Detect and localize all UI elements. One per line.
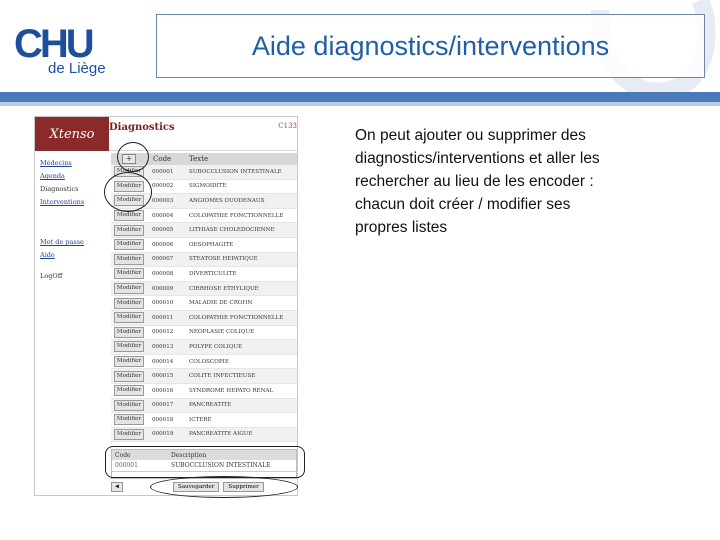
grid-header bbox=[111, 153, 297, 165]
sidebar-item-1[interactable]: Agenda bbox=[40, 172, 65, 180]
row-code: 000010 bbox=[152, 300, 174, 307]
table-row bbox=[111, 267, 297, 282]
table-row bbox=[111, 399, 297, 414]
column-header-code: Code bbox=[153, 155, 172, 163]
row-text: SIGMOIDITE bbox=[189, 183, 227, 190]
row-action-cell bbox=[111, 429, 147, 440]
add-button[interactable]: + bbox=[122, 154, 136, 164]
modify-button[interactable]: Modifier bbox=[114, 225, 144, 236]
modify-button[interactable]: Modifier bbox=[114, 254, 144, 265]
row-text: MALADIE DE CROHN bbox=[189, 300, 253, 307]
modify-button[interactable]: Modifier bbox=[114, 239, 144, 250]
row-action-cell bbox=[111, 400, 147, 411]
row-action-cell bbox=[111, 283, 147, 294]
header-band bbox=[0, 92, 720, 102]
row-action-cell bbox=[111, 239, 147, 250]
table-row bbox=[111, 296, 297, 311]
slide-description: On peut ajouter ou supprimer des diagnostics/interventions et aller les rechercher au lieu de les encoder : chacun doit créer / modifier ses propres listes bbox=[355, 127, 600, 236]
row-code: 000009 bbox=[152, 285, 174, 292]
table-row bbox=[111, 180, 297, 195]
row-action-cell bbox=[111, 371, 147, 382]
table-row bbox=[111, 165, 297, 180]
row-text: DIVERTICULITE bbox=[189, 270, 237, 277]
chu-logo bbox=[14, 22, 124, 84]
app-brand-logo bbox=[35, 117, 109, 151]
modify-button[interactable]: Modifier bbox=[114, 400, 144, 411]
row-action-cell bbox=[111, 327, 147, 338]
row-text: COLOSCOPIE bbox=[189, 358, 229, 365]
row-code: 000006 bbox=[152, 241, 174, 248]
row-code: 000003 bbox=[152, 197, 174, 204]
app-page-code: C133 bbox=[278, 122, 297, 130]
modify-button[interactable]: Modifier bbox=[114, 429, 144, 440]
row-text: NEOPLASIE COLIQUE bbox=[189, 329, 255, 336]
sidebar-item-6[interactable]: LogOff bbox=[40, 272, 63, 280]
column-header-text: Texte bbox=[189, 155, 209, 163]
row-text: COLOPATHIE FONCTIONNELLE bbox=[189, 314, 284, 321]
row-code: 000002 bbox=[152, 183, 174, 190]
row-text: LITHIASE CHOLEDOCIENNE bbox=[189, 227, 275, 234]
row-text: POLYPE COLIQUE bbox=[189, 343, 243, 350]
row-action-cell bbox=[111, 385, 147, 396]
table-row bbox=[111, 311, 297, 326]
grid-header-action bbox=[111, 154, 147, 164]
header-band-light bbox=[0, 102, 720, 106]
row-action-cell bbox=[111, 166, 147, 177]
slide-title: Aide diagnostics/interventions bbox=[251, 30, 610, 61]
diagnostics-grid bbox=[111, 153, 297, 442]
scroll-left-button[interactable]: ◄ bbox=[111, 482, 123, 492]
row-action-cell bbox=[111, 195, 147, 206]
row-code: 000014 bbox=[152, 358, 174, 365]
row-code: 000011 bbox=[152, 314, 174, 321]
logo-subtitle: de Liège bbox=[48, 60, 106, 77]
row-action-cell bbox=[111, 210, 147, 221]
row-text: ICTERE bbox=[189, 416, 212, 423]
detail-row bbox=[112, 460, 296, 472]
modify-button[interactable]: Modifier bbox=[114, 327, 144, 338]
row-action-cell bbox=[111, 298, 147, 309]
modify-button[interactable]: Modifier bbox=[114, 210, 144, 221]
table-row bbox=[111, 384, 297, 399]
action-buttons bbox=[173, 482, 264, 492]
modify-button[interactable]: Modifier bbox=[114, 283, 144, 294]
table-row bbox=[111, 194, 297, 209]
row-code: 000016 bbox=[152, 387, 174, 394]
modify-button[interactable]: Modifier bbox=[114, 166, 144, 177]
table-row bbox=[111, 209, 297, 224]
row-code: 000013 bbox=[152, 343, 174, 350]
sidebar-item-5[interactable]: Aide bbox=[40, 251, 55, 259]
table-row bbox=[111, 413, 297, 428]
row-code: 000007 bbox=[152, 256, 174, 263]
detail-column-description: Description bbox=[171, 451, 207, 459]
table-row bbox=[111, 428, 297, 443]
sidebar-item-2[interactable]: Diagnostics bbox=[40, 185, 79, 193]
delete-button[interactable]: Supprimer bbox=[223, 482, 263, 492]
row-action-cell bbox=[111, 341, 147, 352]
row-code: 000005 bbox=[152, 227, 174, 234]
app-brand-text: Xtenso bbox=[49, 126, 95, 142]
modify-button[interactable]: Modifier bbox=[114, 371, 144, 382]
row-text: SYNDROME HEPATO RENAL bbox=[189, 387, 274, 394]
app-header bbox=[109, 117, 298, 151]
table-row bbox=[111, 326, 297, 341]
table-row bbox=[111, 369, 297, 384]
description-field[interactable]: SUBOCCLUSION INTESTINALE bbox=[171, 462, 271, 469]
table-row bbox=[111, 355, 297, 370]
table-row bbox=[111, 340, 297, 355]
code-field[interactable]: 000001 bbox=[115, 462, 138, 469]
sidebar-item-0[interactable]: Médecins bbox=[40, 159, 72, 167]
row-code: 000019 bbox=[152, 431, 174, 438]
app-sidebar bbox=[35, 117, 109, 496]
row-action-cell bbox=[111, 356, 147, 367]
sidebar-item-3[interactable]: Interventions bbox=[40, 198, 85, 206]
row-action-cell bbox=[111, 181, 147, 192]
row-code: 000001 bbox=[152, 168, 174, 175]
detail-header bbox=[112, 450, 296, 460]
modify-button[interactable]: Modifier bbox=[114, 385, 144, 396]
title-box bbox=[156, 14, 705, 78]
row-text: OESOPHAGITE bbox=[189, 241, 234, 248]
row-code: 000015 bbox=[152, 373, 174, 380]
row-text: COLOPATHIE FONCTIONNELLE bbox=[189, 212, 284, 219]
row-text: PANCREATITE AIGUE bbox=[189, 431, 253, 438]
grid-body bbox=[111, 165, 297, 442]
row-code: 000018 bbox=[152, 416, 174, 423]
save-button[interactable]: Sauvegarder bbox=[173, 482, 219, 492]
row-text: STEATOSE HEPATIQUE bbox=[189, 256, 258, 263]
modify-button[interactable]: Modifier bbox=[114, 268, 144, 279]
modify-button[interactable]: Modifier bbox=[114, 181, 144, 192]
modify-button[interactable]: Modifier bbox=[114, 312, 144, 323]
row-code: 000008 bbox=[152, 270, 174, 277]
logo-wordmark: CHU bbox=[14, 22, 92, 66]
row-text: ANGIOMES DUODENAUX bbox=[189, 197, 265, 204]
modify-button[interactable]: Modifier bbox=[114, 356, 144, 367]
row-action-cell bbox=[111, 268, 147, 279]
table-row bbox=[111, 282, 297, 297]
modify-button[interactable]: Modifier bbox=[114, 195, 144, 206]
detail-panel bbox=[111, 449, 297, 479]
row-text: PANCREATITE bbox=[189, 402, 232, 409]
modify-button[interactable]: Modifier bbox=[114, 414, 144, 425]
row-action-cell bbox=[111, 254, 147, 265]
row-code: 000004 bbox=[152, 212, 174, 219]
row-code: 000017 bbox=[152, 402, 174, 409]
table-row bbox=[111, 253, 297, 268]
detail-column-code: Code bbox=[115, 451, 131, 459]
app-screenshot bbox=[34, 116, 298, 496]
row-code: 000012 bbox=[152, 329, 174, 336]
modify-button[interactable]: Modifier bbox=[114, 341, 144, 352]
row-text: CIRRHOSE ETHYLIQUE bbox=[189, 285, 259, 292]
app-bottom-bar bbox=[111, 481, 297, 493]
modify-button[interactable]: Modifier bbox=[114, 298, 144, 309]
table-row bbox=[111, 223, 297, 238]
table-row bbox=[111, 238, 297, 253]
app-page-title: Diagnostics bbox=[109, 122, 175, 133]
row-action-cell bbox=[111, 225, 147, 236]
row-text: COLITE INFECTIEUSE bbox=[189, 373, 256, 380]
row-text: SUBOCCLUSION INTESTINALE bbox=[189, 168, 282, 175]
sidebar-item-4[interactable]: Mot de passe bbox=[40, 238, 84, 246]
row-action-cell bbox=[111, 414, 147, 425]
row-action-cell bbox=[111, 312, 147, 323]
